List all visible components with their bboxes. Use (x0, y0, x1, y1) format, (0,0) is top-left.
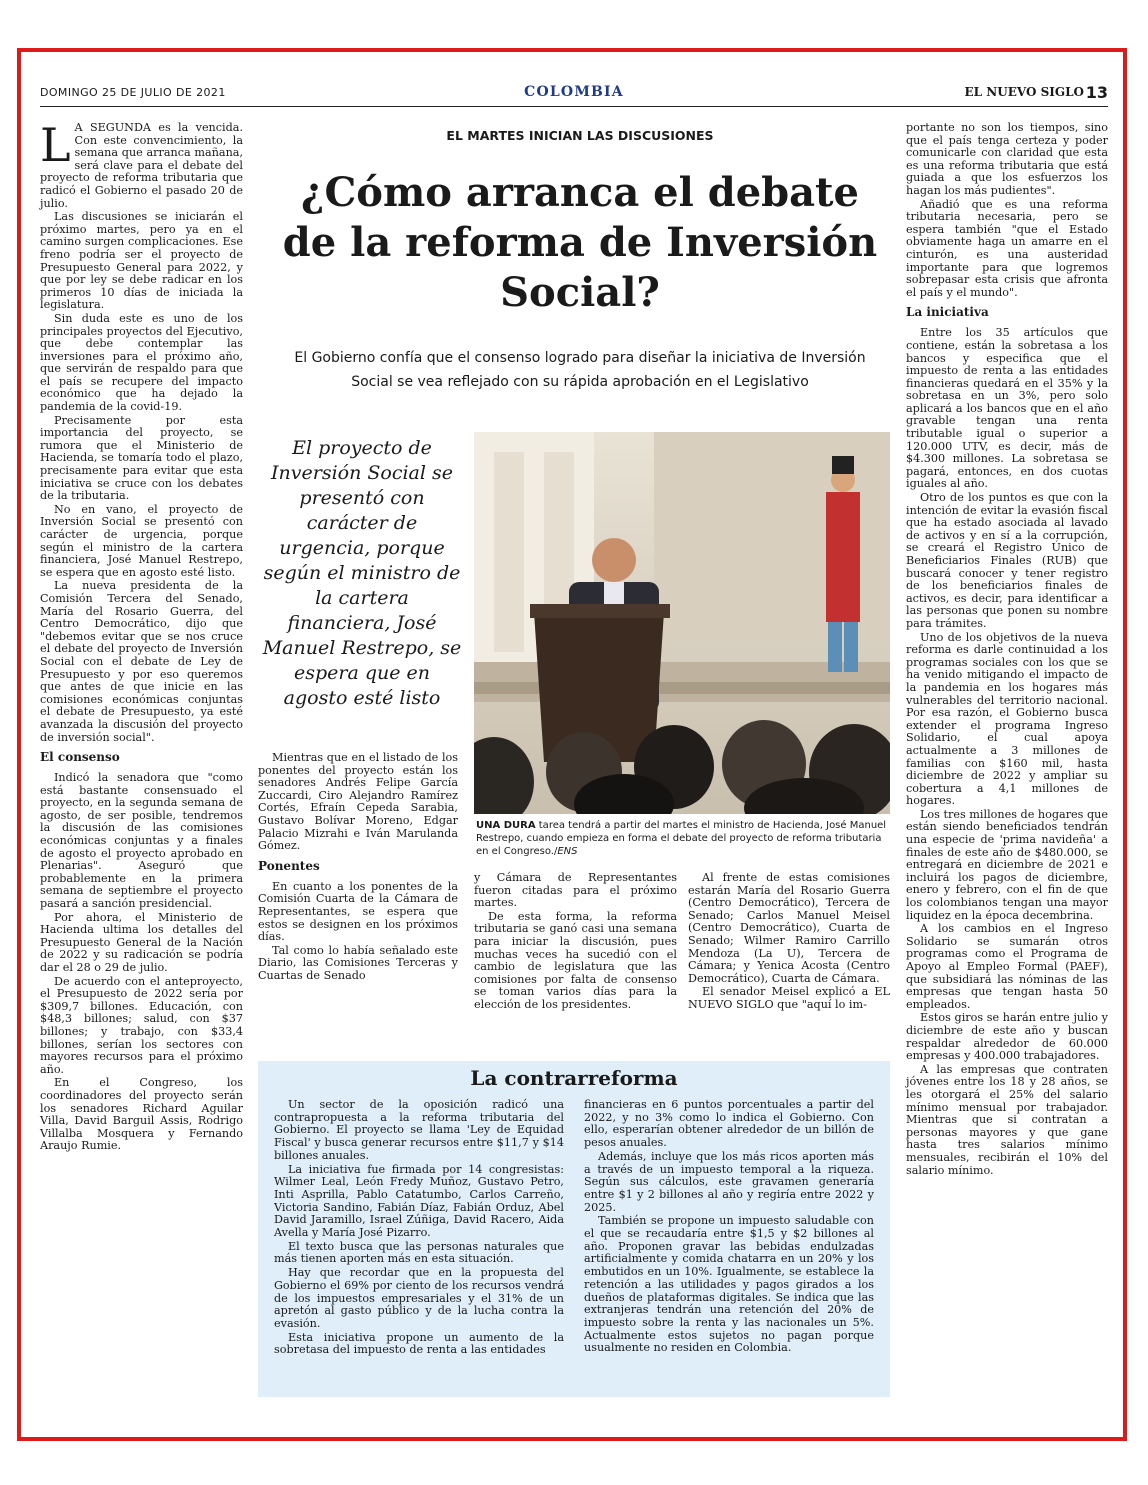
caption-text: tarea tendrá a partir del martes el ministro de Hacienda, José Manuel Restrepo, cuando empieza en forma el debate del proyecto de reforma tributaria en el Congreso./ (476, 820, 887, 857)
article-kicker: EL MARTES INICIAN LAS DISCUSIONES (446, 128, 714, 143)
caption-credit: ENS (557, 846, 578, 857)
paragraph: El senador Meisel explicó a EL NUEVO SIGLO que "aquí lo im- (688, 985, 890, 1011)
drop-cap: L (40, 118, 71, 172)
caption-lead: UNA DURA (476, 820, 536, 831)
box-title: La contrarreforma (470, 1066, 678, 1090)
contrarreforma-box (258, 1061, 890, 1397)
lead-paragraph (40, 118, 243, 210)
paragraph: Estos giros se harán entre julio y diciembre de este año y buscan respaldar alrededor de 60.000 empresas y 400.000 trabajadores. (906, 1011, 1108, 1063)
box-column-left (274, 1099, 564, 1358)
paragraph: No en vano, el proyecto de Inversión Social se presentó con carácter de urgencia, porque según el ministro de la cartera financiera, José Manuel Restrepo, se espera que en agosto esté listo. (40, 502, 243, 579)
paragraph: El texto busca que las personas naturales que más tienen aporten más en esta situación. (274, 1239, 564, 1266)
article-subtitle: El Gobierno confía que el consenso logrado para diseñar la iniciativa de Inversión Social se vea reflejado con su rápida aprobación en el Legislativo (294, 350, 866, 390)
header-paper-name: EL NUEVO SIGLO (964, 85, 1084, 99)
paragraph: Uno de los objetivos de la nueva reforma es darle continuidad a los programas sociales con los que se ha venido mitigando el impacto de la pandemia en los hogares más vulnerables del territorio nacional. Por esa razón, el Gobierno busca extender el programa Ingreso Solidario, el cual apoya actualmente a 3 millones de familias con $160 mil, hasta diciembre de 2022 y ampliar su cobertura a 4,1 millones de hogares. (906, 630, 1108, 808)
paragraph: En el Congreso, los coordinadores del proyecto serán los senadores Richard Aguilar Villa, David Barguil Assis, Rodrigo Villalba Mosquera y Fernando Araujo Rumie. (40, 1076, 243, 1153)
paragraph: Añadió que es una reforma tributaria necesaria, pero se espera también "que el Estado obviamente haga un amarre en el cinturón, es una austeridad importante para que logremos sobrepasar esta crisis que afronta el país y el mundo". (906, 197, 1108, 299)
paragraph: financieras en 6 puntos porcentuales a partir del 2022, y no 3% como lo indica el Gobierno. Con ello, esperarían obtener alrededor de un billón de pesos anuales. (584, 1098, 874, 1150)
paragraph: Otro de los puntos es que con la intención de evitar la evasión fiscal que ha estado asociada al lavado de activos y en sí a la corrupción, se creará el Registro Único de Beneficiarios Finales (RUB) que buscará conocer y tener registro de los beneficiarios finales de activos, es decir, para identificar a las personas que ponen su nombre para trámites. (906, 491, 1108, 630)
paragraph: y Cámara de Representantes fueron citadas para el próximo martes. (474, 871, 677, 910)
paragraph: Hay que recordar que en la propuesta del Gobierno el 69% por ciento de los recursos vendrá de los impuestos empresariales y el 31% de un apretón al gasto público y de la lucha contra la evasión. (274, 1266, 564, 1330)
pull-quote: El proyecto de Inversión Social se presentó con carácter de urgencia, porque según el ministro de la cartera financiera, José Manuel Restrepo, se espera que en agosto esté listo (262, 437, 462, 709)
lead-text: A SEGUNDA es la vencida. Con este convencimiento, la semana que arranca mañana, será clave para el debate del proyecto de reforma tributaria que radicó el Gobierno el pasado 20 de julio. (40, 121, 243, 210)
header-section: COLOMBIA (524, 84, 624, 100)
subhead: Ponentes (258, 858, 320, 873)
column-1 (40, 118, 243, 1154)
subhead: La iniciativa (906, 305, 989, 320)
page-header (40, 84, 1108, 104)
column-3 (474, 872, 677, 1013)
column-4 (688, 872, 890, 1013)
paragraph: Entre los 35 artículos que contiene, están la sobretasa a los bancos y especifica que el impuesto de renta a las entidades financieras quedará en el 35% y la sobretasa en un 3%, pero solo aplicará a los bancos que en el año gravable tengan una renta tributable igual o superior a 120.000 UTV, es decir, más de $4.300 millones. La sobretasa se pagará, entonces, en dos cuotas iguales al año. (906, 326, 1108, 491)
paragraph: Al frente de estas comisiones estarán María del Rosario Guerra (Centro Democrático), Tercera de Senado; Carlos Manuel Meisel (Centro Democrático), Cuarta de Senado; Wilmer Ramiro Carrillo Mendoza (La U), Tercera de Cámara; y Yenica Acosta (Centro Democrático), Cuarta de Cámara. (688, 871, 890, 985)
header-date: DOMINGO 25 DE JULIO DE 2021 (40, 86, 226, 99)
paragraph: Tal como lo había señalado este Diario, las Comisiones Terceras y Cuartas de Senado (258, 943, 458, 982)
header-page-number: 13 (1085, 83, 1108, 102)
box-column-right (584, 1099, 874, 1356)
paragraph: La nueva presidenta de la Comisión Tercera del Senado, María del Rosario Guerra, del Centro Democrático, dijo que "debemos evitar que se nos cruce el debate del proyecto de Inversión Social con el debate de Ley de Presupuesto y por eso queremos que antes de que inicie en las comisiones económicas conjuntas el debate de Presupuesto, ya esté avanzada la discusión del proyecto de inversión social". (40, 579, 243, 744)
subhead: El consenso (40, 750, 120, 765)
paragraph: Además, incluye que los más ricos aporten más a través de un impuesto temporal a la riqueza. Según sus cálculos, este gravamen generaría entre $1 y 2 billones al año y regiría entre 2022 y 2025. (584, 1149, 874, 1214)
paragraph: Los tres millones de hogares que están siendo beneficiados tendrán una especie de 'prima navideña' a finales de este año de $480.000, se entregará en diciembre de 2021 e incluirá los pagos de diciembre, enero y febrero, con el fin de que los colombianos tengan una mayor liquidez en la época decembrina. (906, 807, 1108, 922)
paragraph: A las empresas que contraten jóvenes entre los 18 y 28 años, se les otorgará el 25% del salario mínimo mensual por trabajador. Mientras que si contratan a personas mayores y que gane hasta tres salarios mínimo mensuales, recibirán el 10% del salario mínimo. (906, 1062, 1108, 1177)
paragraph: A los cambios en el Ingreso Solidario se sumarán otros programas como el Programa de Apoyo al Empleo Formal (PAEF), que subsidiará las nóminas de las empresas que tengan hasta 50 empleados. (906, 922, 1108, 1011)
paragraph: Indicó la senadora que "como está bastante consensuado el proyecto, en la segunda semana de agosto, de ser posible, tendremos la discusión de las comisiones económicas conjuntas y a finales de agosto el proyecto aprobado en Plenarias". Aseguró que probablemente en la primera semana de septiembre el proyecto pasará a sanción presidencial. (40, 771, 243, 911)
paragraph: Mientras que en el listado de los ponentes del proyecto están los senadores Andrés Felipe García Zuccardi, Ciro Alejandro Ramírez Cortés, Efraín Cepeda Sarabia, Gustavo Bolívar Moreno, Edgar Palacio Mizrahi e Iván Marulanda Gómez. (258, 751, 458, 853)
paragraph: De esta forma, la reforma tributaria se ganó casi una semana para iniciar la discusión, pues muchas veces ha sucedió con el cambio de legislatura que las comisiones por falta de consenso se toman varios días para la elección de los presidentes. (474, 909, 677, 1011)
paragraph: Precisamente por esta importancia del proyecto, se rumora que el Ministerio de Hacienda, se tomaría todo el plazo, precisamente para evitar que esta iniciativa se cruce con los debates de la tributaria. (40, 413, 243, 503)
paragraph: Las discusiones se iniciarán el próximo martes, pero ya en el camino surgen complicaciones. Ese freno podría ser el proyecto de Presupuesto General para 2022, y que por ley se debe radicar en los primeros 10 días de iniciada la legislatura. (40, 210, 243, 312)
paragraph: portante no son los tiempos, sino que el país tenga certeza y poder comunicarle con claridad que esta es una reforma tributaria que está guiada a que los esfuerzos los hagan los más pudientes". (906, 121, 1108, 197)
paragraph: Sin duda este es uno de los principales proyectos del Ejecutivo, que debe contemplar las inversiones para el próximo año, que servirán de respaldo para que el país se recupere del impacto económico que ha dejado la pandemia de la covid-19. (40, 311, 243, 414)
column-2 (258, 752, 458, 984)
article-title: ¿Cómo arranca el debate de la reforma de Inversión Social? (282, 169, 878, 316)
paragraph: También se propone un impuesto saludable con el que se recaudaría entre $1,5 y $2 billones al año. Proponen gravar las bebidas endulzadas artificialmente y comida chatarra en un 20% y los embutidos en un 10%. Igualmente, se establece la retención a las utilidades y pagos girados a los dueños de plataformas digitales. Se indica que las extranjeras tendrán una retención del 20% de impuesto sobre la renta y las nacionales un 5%. Actualmente estos sujetos no pagan porque usualmente no residen en Colombia. (584, 1214, 874, 1355)
paragraph: En cuanto a los ponentes de la Comisión Cuarta de la Cámara de Representantes, se espera que estos se designen en los próximos días. (258, 879, 458, 944)
paragraph: Un sector de la oposición radicó una contrapropuesta a la reforma tributaria del Gobierno. El proyecto se llama 'Ley de Equidad Fiscal' y busca generar recursos entre $11,7 y $14 billones anuales. (274, 1098, 564, 1162)
paragraph: La iniciativa fue firmada por 14 congresistas: Wilmer Leal, León Fredy Muñoz, Gustavo Petro, Inti Asprilla, Pablo Catatumbo, Carlos Carreño, Victoria Sandino, Fabián Díaz, Fabián Orduz, Abel David Jaramillo, Israel Zúñiga, David Racero, Aida Avella y María José Pizarro. (274, 1162, 564, 1240)
column-5 (906, 122, 1108, 1178)
minister-photo (474, 432, 890, 814)
paragraph: Por ahora, el Ministerio de Hacienda ultima los detalles del Presupuesto General de la Nación de 2022 y su radicación se podría dar el 28 o 29 de julio. (40, 910, 243, 974)
paragraph: Esta iniciativa propone un aumento de la sobretasa del impuesto de renta a las entidades (274, 1330, 564, 1357)
paragraph: De acuerdo con el anteproyecto, el Presupuesto de 2022 sería por $309,7 billones. Educación, con $48,3 billones; salud, con $37 billones; y trabajo, con $33,4 billones, serían los sectores con mayores recursos para el próximo año. (40, 974, 243, 1076)
photo-caption (476, 819, 888, 858)
header-rule (40, 106, 1108, 107)
